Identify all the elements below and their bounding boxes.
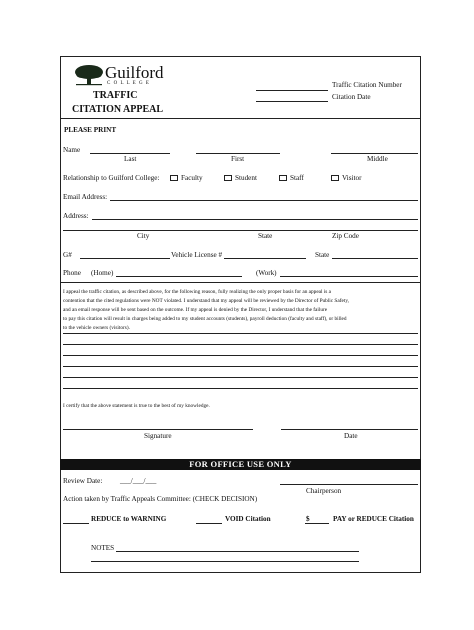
review-date-blank[interactable]: ___/___/___ <box>120 477 157 485</box>
reason-line-5[interactable] <box>63 377 418 378</box>
address-label: Address: <box>63 212 89 220</box>
notes-line-2[interactable] <box>91 561 359 562</box>
date-line[interactable] <box>281 429 418 430</box>
certify-statement: I certify that the above statement is true to the best of my knowledge. <box>63 403 210 409</box>
home-phone-line[interactable] <box>116 276 242 277</box>
reason-line-6[interactable] <box>63 388 418 389</box>
dollar-sign: $ <box>306 515 310 523</box>
name-label: Name <box>63 146 81 154</box>
appeal-statement-5: to the vehicle owners (visitors). <box>63 325 130 331</box>
vehicle-state-label: State <box>315 251 330 259</box>
home-phone-label: (Home) <box>91 269 114 277</box>
review-date-label: Review Date: <box>63 477 103 485</box>
reason-line-3[interactable] <box>63 355 418 356</box>
email-label: Email Address: <box>63 193 108 201</box>
please-print: PLEASE PRINT <box>64 126 117 134</box>
section-divider-1 <box>60 282 421 283</box>
void-check-line[interactable] <box>196 523 222 524</box>
work-phone-label: (Work) <box>256 269 277 277</box>
visitor-checkbox[interactable] <box>331 175 339 181</box>
relationship-label: Relationship to Guilford College: <box>63 174 160 182</box>
option-staff[interactable]: Staff <box>279 174 304 182</box>
appeal-statement-1: I appeal the traffic citation, as described above, for the following reason, fully realizing the only proper basis for an appeal is a <box>63 289 332 295</box>
city-caption: City <box>137 232 150 240</box>
signature-caption: Signature <box>144 432 172 440</box>
address-line-1[interactable] <box>92 219 418 220</box>
middle-name-line[interactable] <box>331 153 418 154</box>
reduce-to-warning-label: REDUCE to WARNING <box>91 515 167 523</box>
option-visitor[interactable]: Visitor <box>331 174 362 182</box>
last-name-caption: Last <box>124 155 137 163</box>
reason-line-4[interactable] <box>63 366 418 367</box>
vehicle-license-label: Vehicle License # <box>171 251 223 259</box>
office-use-banner-text: FOR OFFICE USE ONLY <box>189 459 292 469</box>
state-caption: State <box>258 232 273 240</box>
citation-number-label: Traffic Citation Number <box>332 81 402 89</box>
first-name-caption: First <box>231 155 245 163</box>
first-name-line[interactable] <box>196 153 280 154</box>
work-phone-line[interactable] <box>280 276 418 277</box>
form-title-line1: TRAFFIC <box>93 90 138 101</box>
option-student[interactable]: Student <box>224 174 257 182</box>
header-divider <box>60 118 421 119</box>
g-number-label: G# <box>63 251 72 259</box>
staff-checkbox[interactable] <box>279 175 287 181</box>
appeal-statement-3: and an email response will be sent based on the outcome. If my appeal is denied by the Director, I understand that the failure <box>63 307 328 313</box>
date-caption: Date <box>344 432 358 440</box>
college-subtitle: C O L L E G E <box>107 81 150 86</box>
office-use-banner <box>60 459 421 470</box>
notes-label: NOTES <box>91 544 115 552</box>
middle-name-caption: Middle <box>367 155 388 163</box>
notes-line-1[interactable] <box>116 551 359 552</box>
g-number-line[interactable] <box>80 258 170 259</box>
vehicle-state-line[interactable] <box>332 258 418 259</box>
citation-date-label: Citation Date <box>332 93 371 101</box>
phone-label: Phone <box>63 269 81 277</box>
form-title-line2: CITATION APPEAL <box>72 104 164 115</box>
address-line-2[interactable] <box>63 230 418 231</box>
zip-caption: Zip Code <box>332 232 359 240</box>
vehicle-license-line[interactable] <box>224 258 306 259</box>
student-checkbox[interactable] <box>224 175 232 181</box>
reason-line-2[interactable] <box>63 344 418 345</box>
college-name: Guilford <box>105 63 164 82</box>
amount-line[interactable] <box>305 523 329 524</box>
pay-or-reduce-label: PAY or REDUCE Citation <box>333 515 414 523</box>
chairperson-line[interactable] <box>280 484 418 485</box>
void-citation-label: VOID Citation <box>225 515 271 523</box>
appeal-statement-2: contention that the cited regulations were NOT violated. I understand that my appeal will be reviewed by the Director of Public Safety, <box>63 298 349 304</box>
reason-line-1[interactable] <box>63 333 418 334</box>
option-faculty[interactable]: Faculty <box>170 174 203 182</box>
last-name-line[interactable] <box>90 153 170 154</box>
chairperson-caption: Chairperson <box>306 487 342 495</box>
email-line[interactable] <box>110 200 418 201</box>
signature-line[interactable] <box>63 429 253 430</box>
reduce-check-line[interactable] <box>63 523 89 524</box>
appeal-statement-4: to pay this citation will result in charges being added to my student accounts (students), payroll deduction (faculty and staff), or billed <box>63 316 347 322</box>
action-label: Action taken by Traffic Appeals Committee: (CHECK DECISION) <box>63 495 258 503</box>
faculty-checkbox[interactable] <box>170 175 178 181</box>
